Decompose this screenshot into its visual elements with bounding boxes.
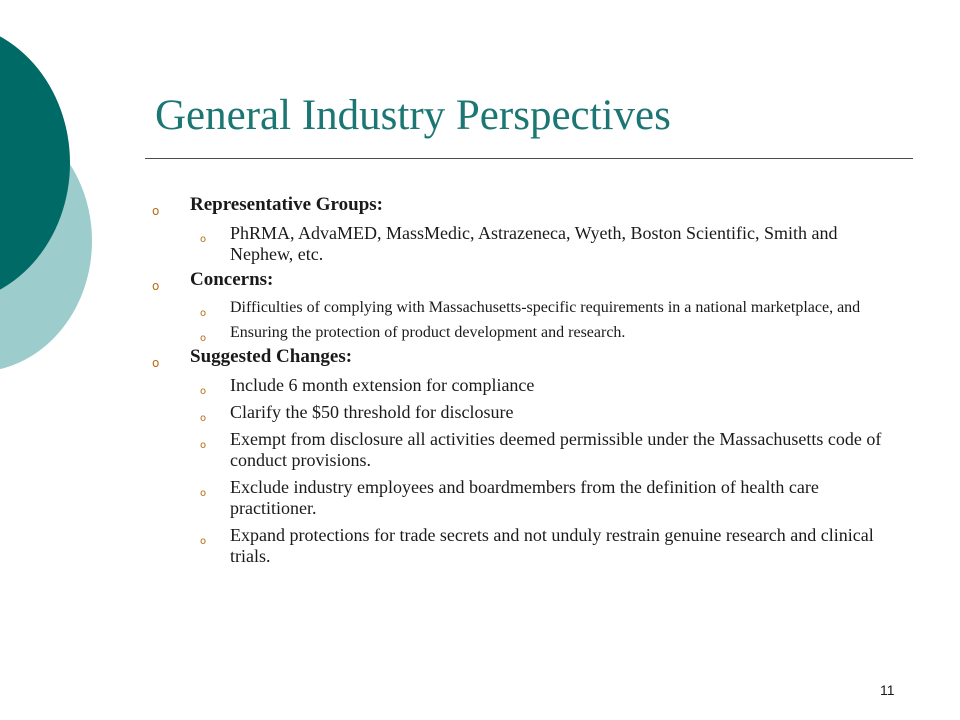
slide-title: General Industry Perspectives [155,92,671,139]
bullet-icon: o [152,279,160,293]
bullet-icon: o [200,308,207,319]
section-heading-text: Suggested Changes: [190,346,353,367]
list-item [152,375,892,396]
list-item-text: Include 6 month extension for compliance [230,375,535,395]
bullet-icon: o [200,234,207,245]
bullet-icon: o [200,386,207,397]
bullet-icon: o [200,536,207,547]
section-heading-suggested-changes [152,346,892,368]
page-number: 11 [880,682,895,698]
list-item-text: Exclude industry employees and boardmembers from the definition of health care practitioner. [230,477,819,518]
bullet-icon: o [152,204,160,218]
title-divider [145,158,913,159]
slide-content [152,194,892,573]
list-item [152,429,892,471]
section-heading-text: Representative Groups: [190,194,383,215]
list-item [152,525,892,567]
list-item [152,477,892,519]
section-heading-concerns [152,269,892,291]
list-item-text: Expand protections for trade secrets and not unduly restrain genuine research and clinical trials. [230,525,874,566]
list-item-text: Clarify the $50 threshold for disclosure [230,402,514,422]
list-item [152,298,892,317]
list-item-text: Ensuring the protection of product development and research. [230,324,626,341]
section-heading-representative-groups [152,194,892,216]
bullet-icon: o [200,440,207,451]
list-item [152,402,892,423]
section-heading-text: Concerns: [190,269,274,290]
bullet-icon: o [200,413,207,424]
bullet-icon: o [152,356,160,370]
list-item [152,323,892,342]
list-item-text: PhRMA, AdvaMED, MassMedic, Astrazeneca, Wyeth, Boston Scientific, Smith and Nephew, etc. [230,223,838,264]
list-item-text: Difficulties of complying with Massachusetts-specific requirements in a national marketplace, and [230,299,861,316]
list-item [152,223,892,265]
list-item-text: Exempt from disclosure all activities deemed permissible under the Massachusetts code of conduct provisions. [230,429,882,470]
bullet-icon: o [200,488,207,499]
bullet-icon: o [200,333,207,344]
